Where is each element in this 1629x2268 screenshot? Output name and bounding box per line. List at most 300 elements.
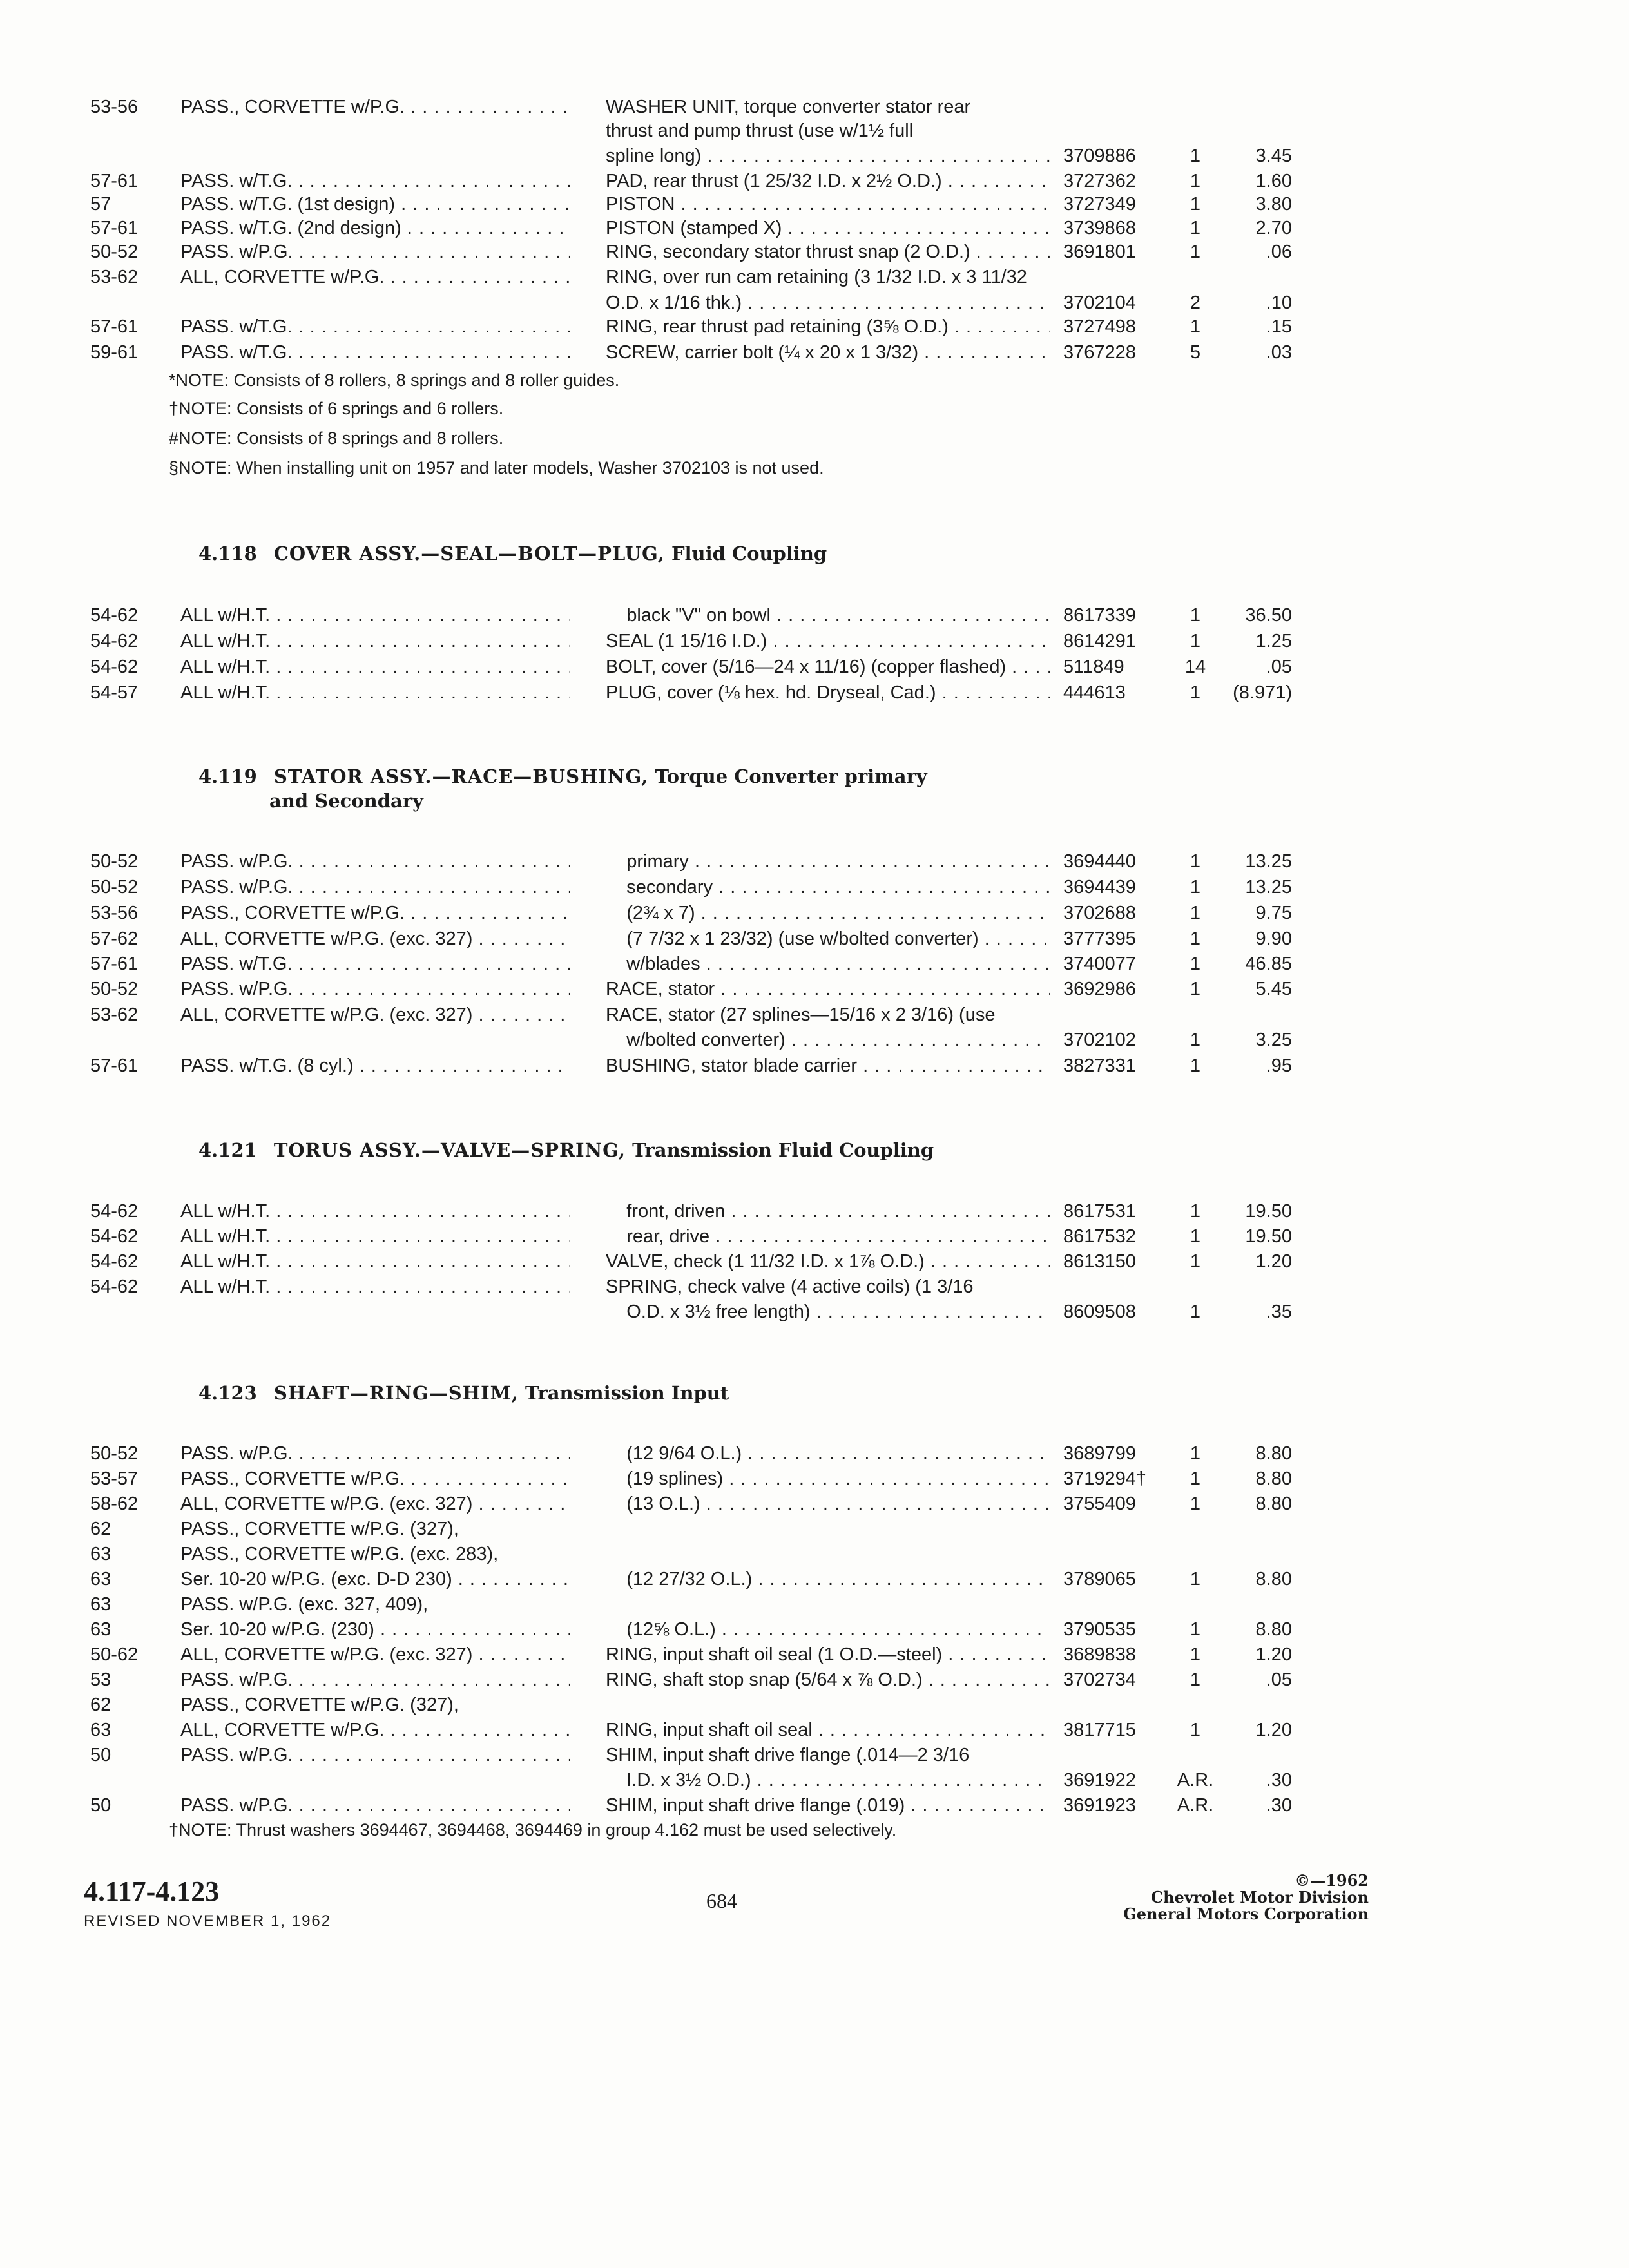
- part-description: [606, 654, 1050, 680]
- model-application-text: ALL w/H.T.: [180, 605, 271, 626]
- price: 8.80: [1255, 1569, 1292, 1590]
- model-application-text: PASS. w/T.G.: [180, 342, 293, 363]
- section-title-tail: Fluid Coupling: [671, 543, 827, 564]
- part-description-text: (12⅝ O.L.): [606, 1619, 716, 1640]
- quantity: 1: [1190, 146, 1201, 166]
- model-application-text: Ser. 10-20 w/P.G. (exc. D-D 230): [180, 1569, 452, 1590]
- part-number: 511849: [1063, 657, 1124, 677]
- model-years: 54-62: [90, 1201, 139, 1222]
- model-application-text: PASS. w/P.G.: [180, 851, 293, 872]
- model-application: [180, 1466, 570, 1492]
- model-application-text: PASS. w/P.G.: [180, 1795, 293, 1816]
- model-application: [180, 900, 570, 926]
- model-years: 58-62: [90, 1494, 139, 1514]
- model-application: [180, 94, 570, 120]
- part-description-text: (2¾ x 7): [606, 903, 695, 923]
- model-application: [180, 264, 570, 290]
- table-row: [0, 340, 1629, 365]
- table-row: [0, 1249, 1629, 1274]
- table-row: [0, 1516, 1629, 1542]
- model-application: [180, 1249, 570, 1274]
- model-application-text: PASS. w/P.G.: [180, 1745, 293, 1765]
- part-description-text: O.D. x 1/16 thk.): [606, 293, 742, 313]
- section-number: 4.123: [198, 1382, 257, 1404]
- price: 8.80: [1255, 1468, 1292, 1489]
- part-number: 3790535: [1063, 1619, 1136, 1640]
- part-number: 3755409: [1063, 1494, 1136, 1514]
- model-years: 53-62: [90, 267, 139, 287]
- quantity: 1: [1190, 1251, 1201, 1272]
- table-row: [0, 849, 1629, 874]
- table-row: [0, 1792, 1629, 1818]
- part-description: [606, 628, 1050, 654]
- quantity: 1: [1190, 1468, 1201, 1489]
- part-number: 3740077: [1063, 954, 1136, 974]
- part-number: 3702734: [1063, 1669, 1136, 1690]
- part-description-text: PISTON (stamped X): [606, 218, 782, 238]
- model-application: [180, 1692, 570, 1718]
- quantity: 1: [1190, 928, 1201, 949]
- model-years: 54-62: [90, 657, 139, 677]
- model-years: 57-61: [90, 218, 139, 238]
- price: 1.25: [1255, 631, 1292, 651]
- model-application: [180, 951, 570, 977]
- footer-copyright-block: [1123, 1872, 1369, 1923]
- part-description: [606, 951, 1050, 977]
- table-row: [0, 680, 1629, 706]
- model-application-text: ALL w/H.T.: [180, 1251, 271, 1272]
- section-heading: [198, 764, 927, 813]
- part-description-text: (7 7/32 x 1 23/32) (use w/bolted converter): [606, 928, 979, 949]
- quantity: 1: [1190, 954, 1201, 974]
- price: 19.50: [1245, 1201, 1292, 1222]
- part-description: [606, 680, 1050, 706]
- table-row: [0, 1667, 1629, 1693]
- part-description: [606, 191, 1050, 217]
- part-description: [606, 340, 1050, 365]
- model-application-text: ALL, CORVETTE w/P.G.: [180, 1720, 385, 1740]
- price: 13.25: [1245, 877, 1292, 898]
- section-title: SHAFT—RING—SHIM,: [273, 1382, 519, 1404]
- model-application-text: ALL, CORVETTE w/P.G. (exc. 327): [180, 1494, 473, 1514]
- model-application-text: PASS. w/T.G. (8 cyl.): [180, 1055, 354, 1076]
- part-description: [606, 1767, 1050, 1793]
- quantity: 1: [1190, 605, 1201, 626]
- part-number: 3689799: [1063, 1443, 1136, 1464]
- model-years: 63: [90, 1720, 111, 1740]
- table-row: [0, 1491, 1629, 1517]
- part-description-text: RACE, stator: [606, 979, 715, 999]
- model-application-text: ALL, CORVETTE w/P.G.: [180, 267, 385, 287]
- section-heading: [198, 1381, 729, 1405]
- part-description-text: SHIM, input shaft drive flange (.019): [606, 1795, 905, 1816]
- price: 13.25: [1245, 851, 1292, 872]
- table-row: [0, 1224, 1629, 1249]
- footer-group-range: 4.117-4.123: [84, 1876, 220, 1907]
- model-application-text: ALL, CORVETTE w/P.G. (exc. 327): [180, 1004, 473, 1025]
- part-description-text: secondary: [606, 877, 713, 898]
- model-years: 50-62: [90, 1644, 139, 1665]
- model-application: [180, 168, 570, 194]
- part-description: [606, 849, 1050, 874]
- part-description: [606, 1274, 1050, 1300]
- footnote: #NOTE: Consists of 8 springs and 8 rollers.: [169, 428, 504, 448]
- table-row: [0, 191, 1629, 217]
- model-application: [180, 1667, 570, 1693]
- part-number: 3777395: [1063, 928, 1136, 949]
- part-description-text: thrust and pump thrust (use w/1½ full: [606, 120, 914, 141]
- price: .03: [1266, 342, 1292, 363]
- part-description-text: PISTON: [606, 194, 675, 215]
- part-description: [606, 314, 1050, 340]
- footer-corporation: General Motors Corporation: [1123, 1905, 1369, 1923]
- model-years: 63: [90, 1594, 111, 1615]
- table-row: [0, 94, 1629, 120]
- price: 3.80: [1255, 194, 1292, 215]
- table-row: [0, 1541, 1629, 1567]
- part-description: [606, 215, 1050, 241]
- table-row: [0, 1617, 1629, 1642]
- model-application: [180, 1541, 570, 1567]
- section-title: STATOR ASSY.—RACE—BUSHING,: [273, 765, 649, 787]
- model-application-text: ALL w/H.T.: [180, 657, 271, 677]
- part-description-text: w/blades: [606, 954, 700, 974]
- quantity: 1: [1190, 1669, 1201, 1690]
- part-description-text: RACE, stator (27 splines—15/16 x 2 3/16) (use: [606, 1004, 996, 1025]
- footer-page-number: 684: [706, 1889, 737, 1912]
- model-application-text: ALL w/H.T.: [180, 1226, 271, 1247]
- part-description: [606, 1466, 1050, 1492]
- price: 5.45: [1255, 979, 1292, 999]
- section-title: TORUS ASSY.—VALVE—SPRING,: [273, 1139, 626, 1161]
- footer-copyright: ©—1962: [1295, 1871, 1369, 1890]
- model-application: [180, 1198, 570, 1224]
- part-description: [606, 1617, 1050, 1642]
- footnote: †NOTE: Consists of 6 springs and 6 rollers.: [169, 399, 504, 418]
- model-application-text: PASS. w/T.G. (1st design): [180, 194, 396, 215]
- part-description: [606, 1642, 1050, 1667]
- model-application-text: ALL w/H.T.: [180, 1201, 271, 1222]
- quantity: 1: [1190, 851, 1201, 872]
- model-application-text: PASS. w/P.G.: [180, 1669, 293, 1690]
- model-application: [180, 340, 570, 365]
- part-description-text: I.D. x 3½ O.D.): [606, 1770, 751, 1791]
- part-description-text: VALVE, check (1 11/32 I.D. x 1⅞ O.D.): [606, 1251, 925, 1272]
- model-years: 62: [90, 1695, 111, 1715]
- section-title: COVER ASSY.—SEAL—BOLT—PLUG,: [273, 543, 665, 564]
- section-title-tail: Transmission Input: [525, 1382, 729, 1404]
- table-row: [0, 118, 1629, 144]
- part-description: [606, 1224, 1050, 1249]
- table-row: [0, 1591, 1629, 1617]
- part-description-text: (12 27/32 O.L.): [606, 1569, 753, 1590]
- price: .05: [1266, 1669, 1292, 1690]
- quantity: A.R.: [1177, 1795, 1214, 1816]
- model-application: [180, 1642, 570, 1667]
- part-description-text: w/bolted converter): [606, 1030, 786, 1050]
- part-description-text: rear, drive: [606, 1226, 710, 1247]
- price: 1.20: [1255, 1251, 1292, 1272]
- table-row: [0, 1027, 1629, 1053]
- model-application: [180, 926, 570, 952]
- part-description: [606, 94, 1050, 120]
- model-application: [180, 602, 570, 628]
- part-description: [606, 874, 1050, 900]
- price: .15: [1266, 316, 1292, 337]
- model-years: 57-61: [90, 1055, 139, 1076]
- price: (8.971): [1233, 682, 1292, 703]
- part-number: 3689838: [1063, 1644, 1136, 1665]
- model-years: 63: [90, 1619, 111, 1640]
- model-application-text: ALL w/H.T.: [180, 1276, 271, 1297]
- part-description: [606, 1299, 1050, 1325]
- model-application: [180, 239, 570, 265]
- table-row: [0, 874, 1629, 900]
- part-description: [606, 118, 1050, 144]
- quantity: 1: [1190, 1055, 1201, 1076]
- price: 3.25: [1255, 1030, 1292, 1050]
- quantity: 1: [1190, 1644, 1201, 1665]
- part-description: [606, 1002, 1050, 1028]
- part-description-text: O.D. x 3½ free length): [606, 1302, 811, 1322]
- price: .30: [1266, 1770, 1292, 1791]
- table-row: [0, 239, 1629, 265]
- section-title-tail: Torque Converter primary: [655, 765, 927, 787]
- price: 1.20: [1255, 1644, 1292, 1665]
- price: 2.70: [1255, 218, 1292, 238]
- model-application-text: PASS. w/P.G.: [180, 877, 293, 898]
- model-application: [180, 628, 570, 654]
- price: .06: [1266, 242, 1292, 262]
- model-application: [180, 1617, 570, 1642]
- table-row: [0, 926, 1629, 952]
- part-description: [606, 1667, 1050, 1693]
- quantity: 1: [1190, 1302, 1201, 1322]
- model-application-text: PASS. w/P.G.: [180, 979, 293, 999]
- quantity: 1: [1190, 877, 1201, 898]
- model-application-text: ALL w/H.T.: [180, 631, 271, 651]
- part-description: [606, 602, 1050, 628]
- section-heading: [198, 541, 827, 566]
- model-application: [180, 849, 570, 874]
- part-description: [606, 926, 1050, 952]
- table-row: [0, 143, 1629, 169]
- table-row: [0, 1717, 1629, 1743]
- model-years: 50-52: [90, 979, 139, 999]
- part-description-text: front, driven: [606, 1201, 726, 1222]
- model-application: [180, 976, 570, 1002]
- model-years: 50-52: [90, 851, 139, 872]
- quantity: 1: [1190, 903, 1201, 923]
- table-row: [0, 1642, 1629, 1667]
- model-years: 50-52: [90, 1443, 139, 1464]
- part-description-text: BOLT, cover (5/16—24 x 11/16) (copper flashed): [606, 657, 1007, 677]
- part-number: 3702688: [1063, 903, 1136, 923]
- model-application: [180, 1516, 570, 1542]
- part-number: 444613: [1063, 682, 1126, 703]
- quantity: 1: [1190, 1494, 1201, 1514]
- model-years: 59-61: [90, 342, 139, 363]
- model-application: [180, 215, 570, 241]
- quantity: 1: [1190, 1569, 1201, 1590]
- part-description-text: (12 9/64 O.L.): [606, 1443, 742, 1464]
- section-number: 4.118: [198, 543, 257, 564]
- model-years: 54-62: [90, 1226, 139, 1247]
- price: 19.50: [1245, 1226, 1292, 1247]
- model-application-text: ALL, CORVETTE w/P.G. (exc. 327): [180, 928, 473, 949]
- part-description-text: RING, shaft stop snap (5/64 x ⅞ O.D.): [606, 1669, 923, 1690]
- quantity: 1: [1190, 682, 1201, 703]
- footnote: †NOTE: Thrust washers 3694467, 3694468, 3694469 in group 4.162 must be used selectively.: [169, 1820, 897, 1840]
- model-application-text: PASS. w/P.G.: [180, 242, 293, 262]
- quantity: 5: [1190, 342, 1201, 363]
- part-description-text: RING, over run cam retaining (3 1/32 I.D. x 3 11/32: [606, 267, 1027, 287]
- part-number: 3691922: [1063, 1770, 1136, 1791]
- model-years: 53-57: [90, 1468, 139, 1489]
- part-description-text: BUSHING, stator blade carrier: [606, 1055, 858, 1076]
- part-description: [606, 290, 1050, 316]
- model-years: 50: [90, 1745, 111, 1765]
- part-description-text: SPRING, check valve (4 active coils) (1 3/16: [606, 1276, 974, 1297]
- model-application: [180, 1792, 570, 1818]
- part-number: 3739868: [1063, 218, 1136, 238]
- part-number: 3719294†: [1063, 1468, 1147, 1489]
- section-heading: [198, 1138, 934, 1162]
- model-application: [180, 680, 570, 706]
- part-description-text: RING, input shaft oil seal: [606, 1720, 813, 1740]
- part-number: 8617531: [1063, 1201, 1136, 1222]
- part-description-text: SHIM, input shaft drive flange (.014—2 3/16: [606, 1745, 970, 1765]
- part-number: 8613150: [1063, 1251, 1136, 1272]
- part-description: [606, 168, 1050, 194]
- part-description-text: SEAL (1 15/16 I.D.): [606, 631, 767, 651]
- model-application-text: PASS. w/P.G. (exc. 327, 409),: [180, 1594, 429, 1615]
- part-description: [606, 1491, 1050, 1517]
- part-number: 3727498: [1063, 316, 1136, 337]
- price: .35: [1266, 1302, 1292, 1322]
- model-application: [180, 1591, 570, 1617]
- price: 8.80: [1255, 1443, 1292, 1464]
- part-description-text: (13 O.L.): [606, 1494, 700, 1514]
- table-row: [0, 654, 1629, 680]
- model-application: [180, 1491, 570, 1517]
- table-row: [0, 1274, 1629, 1300]
- part-description-text: WASHER UNIT, torque converter stator rear: [606, 97, 971, 117]
- model-years: 57-62: [90, 928, 139, 949]
- part-number: 3694440: [1063, 851, 1136, 872]
- part-description-text: RING, secondary stator thrust snap (2 O.D.): [606, 242, 970, 262]
- model-application-text: PASS. w/T.G. (2nd design): [180, 218, 401, 238]
- model-years: 50: [90, 1795, 111, 1816]
- part-description: [606, 1198, 1050, 1224]
- table-row: [0, 1198, 1629, 1224]
- model-years: 54-57: [90, 682, 139, 703]
- price: 1.20: [1255, 1720, 1292, 1740]
- model-application: [180, 1742, 570, 1768]
- model-application-text: Ser. 10-20 w/P.G. (230): [180, 1619, 374, 1640]
- part-description: [606, 239, 1050, 265]
- part-number: 3702102: [1063, 1030, 1136, 1050]
- part-number: 3691923: [1063, 1795, 1136, 1816]
- model-years: 57: [90, 194, 111, 215]
- part-description-text: primary: [606, 851, 689, 872]
- model-application: [180, 1717, 570, 1743]
- part-description-text: black "V" on bowl: [606, 605, 771, 626]
- table-row: [0, 1742, 1629, 1768]
- model-application: [180, 654, 570, 680]
- model-years: 54-62: [90, 1251, 139, 1272]
- model-application-text: ALL, CORVETTE w/P.G. (exc. 327): [180, 1644, 473, 1665]
- footnote: *NOTE: Consists of 8 rollers, 8 springs and 8 roller guides.: [169, 370, 620, 390]
- part-number: 8614291: [1063, 631, 1136, 651]
- price: .05: [1266, 657, 1292, 677]
- price: .10: [1266, 293, 1292, 313]
- part-description-text: RING, rear thrust pad retaining (3⅝ O.D.): [606, 316, 949, 337]
- model-application-text: PASS. w/T.G.: [180, 316, 293, 337]
- part-description: [606, 900, 1050, 926]
- price: 1.60: [1255, 171, 1292, 191]
- part-number: 3789065: [1063, 1569, 1136, 1590]
- quantity: 1: [1190, 218, 1201, 238]
- table-row: [0, 900, 1629, 926]
- model-application-text: PASS. w/T.G.: [180, 954, 293, 974]
- price: 8.80: [1255, 1494, 1292, 1514]
- model-application: [180, 1441, 570, 1466]
- model-years: 62: [90, 1519, 111, 1539]
- part-description: [606, 1742, 1050, 1768]
- model-application-text: PASS., CORVETTE w/P.G.: [180, 1468, 405, 1489]
- part-number: 3767228: [1063, 342, 1136, 363]
- part-description: [606, 143, 1050, 169]
- table-row: [0, 264, 1629, 290]
- table-row: [0, 1692, 1629, 1718]
- quantity: 1: [1190, 979, 1201, 999]
- price: 9.90: [1255, 928, 1292, 949]
- model-years: 57-61: [90, 316, 139, 337]
- table-row: [0, 1466, 1629, 1492]
- model-application-text: PASS., CORVETTE w/P.G.: [180, 97, 405, 117]
- model-application-text: ALL w/H.T.: [180, 682, 271, 703]
- table-row: [0, 168, 1629, 194]
- part-number: 8617339: [1063, 605, 1136, 626]
- part-description: [606, 1027, 1050, 1053]
- quantity: 2: [1190, 293, 1201, 313]
- model-years: 57-61: [90, 171, 139, 191]
- part-number: 8617532: [1063, 1226, 1136, 1247]
- part-description: [606, 1717, 1050, 1743]
- model-years: 54-62: [90, 605, 139, 626]
- table-row: [0, 602, 1629, 628]
- quantity: 1: [1190, 1619, 1201, 1640]
- quantity: 1: [1190, 242, 1201, 262]
- part-description: [606, 976, 1050, 1002]
- quantity: 1: [1190, 316, 1201, 337]
- model-application: [180, 191, 570, 217]
- quantity: 1: [1190, 194, 1201, 215]
- table-row: [0, 1299, 1629, 1325]
- section-title-line2: and Secondary: [269, 790, 423, 812]
- model-application-text: PASS. w/P.G.: [180, 1443, 293, 1464]
- price: 46.85: [1245, 954, 1292, 974]
- quantity: 1: [1190, 1443, 1201, 1464]
- model-years: 63: [90, 1544, 111, 1564]
- model-years: 50-52: [90, 877, 139, 898]
- model-years: 53-56: [90, 97, 139, 117]
- model-years: 63: [90, 1569, 111, 1590]
- part-number: 3692986: [1063, 979, 1136, 999]
- model-years: 53-56: [90, 903, 139, 923]
- part-number: 3691801: [1063, 242, 1136, 262]
